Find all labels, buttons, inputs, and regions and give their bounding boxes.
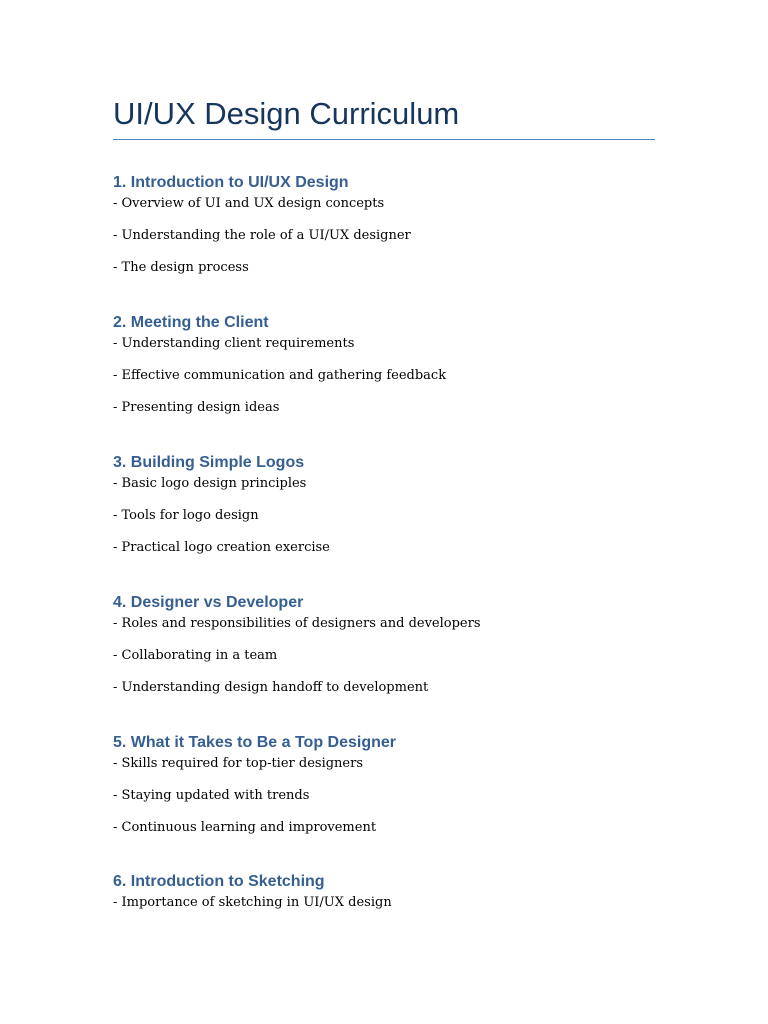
section-heading: 2. Meeting the Client <box>113 314 269 331</box>
section-item: - Importance of sketching in UI/UX design <box>113 895 392 910</box>
section-item: - Continuous learning and improvement <box>113 820 377 835</box>
section-top-designer <box>113 731 655 851</box>
section-item-list <box>113 475 655 571</box>
section-heading: 4. Designer vs Developer <box>113 594 304 611</box>
section-item: - Skills required for top-tier designers <box>113 756 363 771</box>
section-item-list <box>113 615 655 711</box>
section-introduction <box>113 171 655 291</box>
section-item-list <box>113 195 655 291</box>
section-item: - Understanding client requirements <box>113 336 355 351</box>
section-item: - Understanding the role of a UI/UX designer <box>113 228 411 243</box>
section-item: - The design process <box>113 260 249 275</box>
section-item: - Roles and responsibilities of designers and developers <box>113 616 481 631</box>
section-designer-vs-developer <box>113 591 655 711</box>
section-item: - Overview of UI and UX design concepts <box>113 196 385 211</box>
section-item: - Collaborating in a team <box>113 648 278 663</box>
section-sketching <box>113 870 655 926</box>
section-item-list <box>113 755 655 851</box>
section-building-logos <box>113 451 655 571</box>
section-heading: 3. Building Simple Logos <box>113 454 305 471</box>
section-heading: 6. Introduction to Sketching <box>113 873 325 890</box>
section-item: - Practical logo creation exercise <box>113 540 330 555</box>
section-item-list <box>113 894 655 926</box>
document-title: UI/UX Design Curriculum <box>113 96 460 131</box>
title-divider <box>113 139 655 140</box>
section-heading: 5. What it Takes to Be a Top Designer <box>113 734 397 751</box>
section-item: - Presenting design ideas <box>113 400 280 415</box>
section-item: - Staying updated with trends <box>113 788 310 803</box>
section-item-list <box>113 335 655 431</box>
section-item: - Tools for logo design <box>113 508 259 523</box>
section-item: - Effective communication and gathering feedback <box>113 368 447 383</box>
section-heading: 1. Introduction to UI/UX Design <box>113 174 349 191</box>
section-item: - Understanding design handoff to development <box>113 680 429 695</box>
section-meeting-client <box>113 311 655 431</box>
section-item: - Basic logo design principles <box>113 476 307 491</box>
